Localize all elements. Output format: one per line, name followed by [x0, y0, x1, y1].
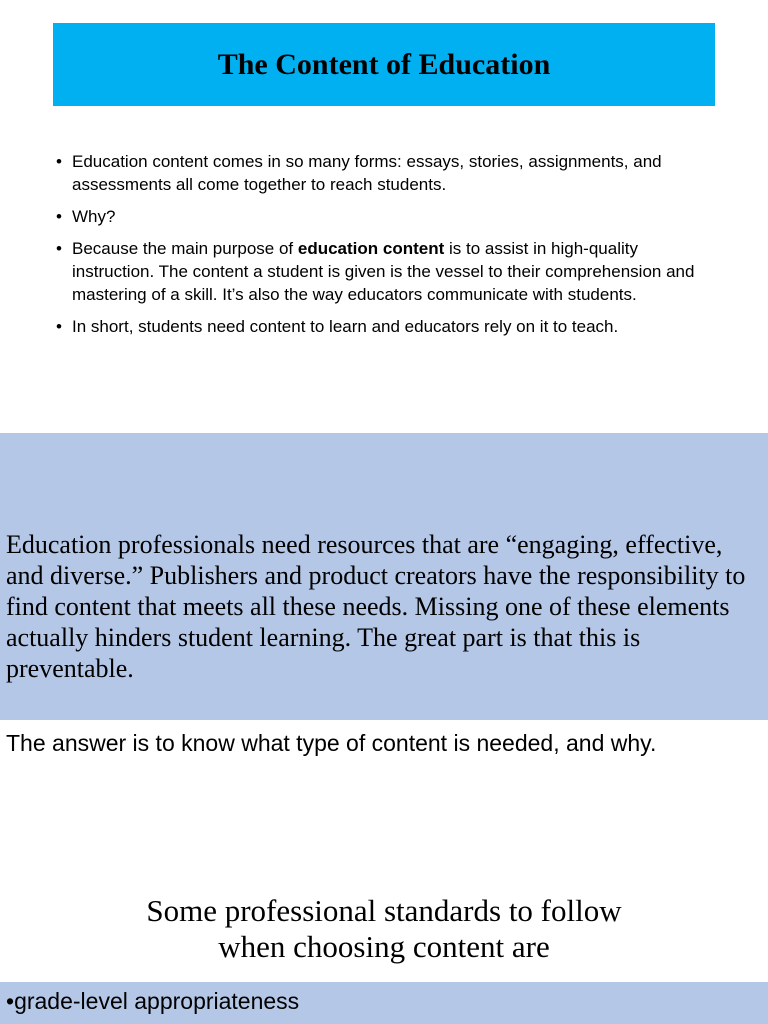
- bullet-icon: •: [56, 239, 62, 258]
- bullet-text: Education content comes in so many forms: essays, stories, assignments, and assessments all come together to reach students.: [72, 152, 662, 194]
- bullet-text: Why?: [72, 207, 116, 226]
- highlight-paragraph: Education professionals need resources that are “engaging, effective, and diverse.” Publishers and product creators have the responsibility to find content that meets all these needs. Missing one of these elements actually hinders student learning. The great part is that this is preventable.: [6, 530, 746, 683]
- bullet-list: [56, 150, 706, 347]
- standards-heading-line2: when choosing content are: [218, 929, 550, 964]
- bullet-icon: •: [6, 988, 15, 1014]
- standards-heading: [0, 893, 768, 965]
- bullet-icon: •: [56, 317, 62, 336]
- title-banner: [53, 23, 715, 106]
- standards-item-text: grade-level appropriateness: [14, 988, 300, 1014]
- standards-list-item: [6, 986, 299, 1016]
- page-title: The Content of Education: [217, 47, 551, 81]
- bullet-item: [56, 237, 706, 306]
- bullet-icon: •: [56, 152, 62, 171]
- bullet-text-post: is to assist in high-quality instruction. The content a student is given is the vessel to their comprehension and mastering of a skill. It’s also the way educators communicate with students.: [72, 239, 695, 304]
- bullet-text: In short, students need content to learn and educators rely on it to teach.: [72, 317, 619, 336]
- bullet-item: [56, 315, 706, 338]
- answer-text: The answer is to know what type of content is needed, and why.: [6, 730, 657, 756]
- standards-heading-line1: Some professional standards to follow: [146, 893, 622, 928]
- bullet-text-pre: Because the main purpose of: [72, 239, 298, 258]
- bullet-text-bold: education content: [297, 239, 445, 258]
- standards-list-bar: [0, 982, 768, 1024]
- bullet-icon: •: [56, 207, 62, 226]
- bullet-item: [56, 150, 706, 196]
- bullet-item: [56, 205, 706, 228]
- highlight-block: [0, 433, 768, 720]
